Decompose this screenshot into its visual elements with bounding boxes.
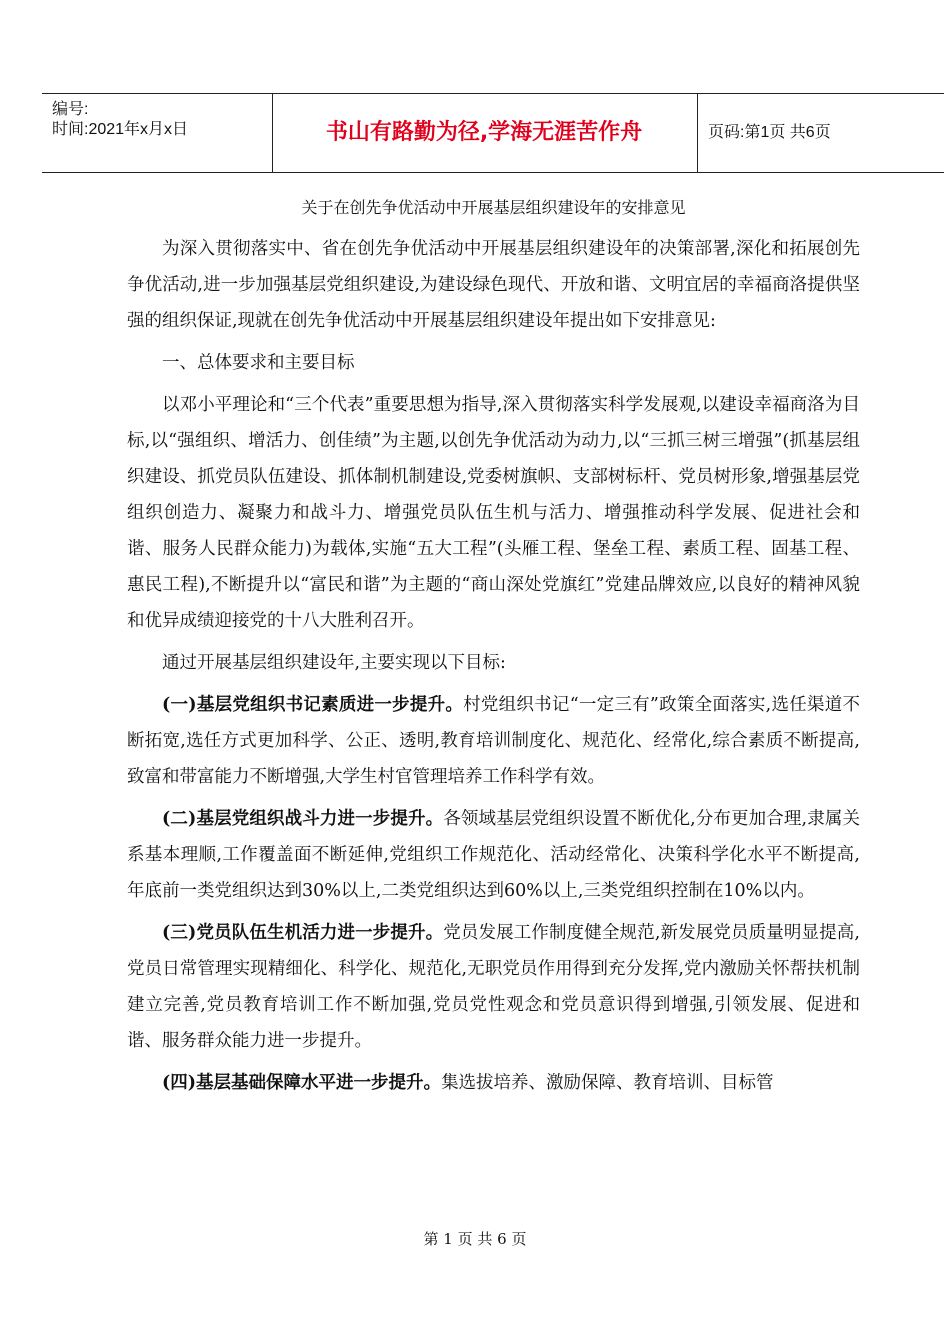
goal-body: 集选拔培养、激励保障、教育培训、目标管 bbox=[441, 1073, 774, 1093]
goal-paragraph bbox=[127, 687, 860, 795]
header-divider bbox=[272, 94, 273, 172]
goal-paragraph bbox=[127, 915, 860, 1059]
header-motto: 书山有路勤为径,学海无涯苦作舟 bbox=[325, 120, 643, 145]
header-divider bbox=[697, 94, 698, 172]
goal-body: 党员发展工作制度健全规范,新发展党员质量明显提高,党员日常管理实现精细化、科学化、规范化,无职党员作用得到充分发挥,党内激励关怀帮扶机制建立完善,党员教育培训工作不断加强,党员党性观念和党员意识得到增强,引领发展、促进和谐、服务群众能力进一步提升。 bbox=[127, 923, 860, 1051]
goal-body: 各领域基层党组织设置不断优化,分布更加合理,隶属关系基本理顺,工作覆盖面不断延伸,党组织工作规范化、活动经常化、决策科学化水平不断提高,年底前一类党组织达到30%以上,二类党组织达到60%以上,三类党组织控制在10%以内。 bbox=[127, 809, 860, 901]
page-footer: 第 1 页 共 6 页 bbox=[423, 1230, 527, 1248]
section-heading: 一、总体要求和主要目标 bbox=[162, 353, 355, 373]
goal-paragraph bbox=[127, 801, 860, 909]
goals-intro: 通过开展基层组织建设年,主要实现以下目标: bbox=[162, 653, 506, 673]
goal-heading: (四)基层基础保障水平进一步提升。 bbox=[162, 1073, 442, 1093]
document-title: 关于在创先争优活动中开展基层组织建设年的安排意见 bbox=[301, 198, 686, 217]
goal-heading: (三)党员队伍生机活力进一步提升。 bbox=[162, 923, 444, 943]
goal-heading: (一)基层党组织书记素质进一步提升。 bbox=[162, 695, 464, 715]
goal-heading: (二)基层党组织战斗力进一步提升。 bbox=[162, 809, 444, 829]
goal-paragraph bbox=[127, 1065, 860, 1101]
document-body bbox=[127, 198, 860, 1107]
number-label: 编号: bbox=[52, 101, 89, 118]
intro-paragraph: 为深入贯彻落实中、省在创先争优活动中开展基层组织建设年的决策部署,深化和拓展创先争优活动,进一步加强基层党组织建设,为建设绿色现代、开放和谐、文明宜居的幸福商洛提供坚强的组织保证,现就在创先争优活动中开展基层组织建设年提出如下安排意见: bbox=[127, 239, 860, 331]
time-label: 时间:2021年x月x日 bbox=[52, 121, 189, 138]
goal-body: 村党组织书记“一定三有”政策全面落实,选任渠道不断拓宽,选任方式更加科学、公正、透明,教育培训制度化、规范化、经常化,综合素质不断提高,致富和带富能力不断增强,大学生村官管理培养工作科学有效。 bbox=[127, 695, 860, 787]
header-page-info: 页码:第1页 共6页 bbox=[708, 124, 831, 141]
header-meta bbox=[52, 94, 277, 178]
section-paragraph: 以邓小平理论和“三个代表”重要思想为指导,深入贯彻落实科学发展观,以建设幸福商洛为目标,以“强组织、增活力、创佳绩”为主题,以创先争优活动为动力,以“三抓三树三增强”(抓基层组织建设、抓党员队伍建设、抓体制机制建设,党委树旗帜、支部树标杆、党员树形象,增强基层党组织创造力、凝聚力和战斗力、增强党员队伍生机与活力、增强推动科学发展、促进社会和谐、服务人民群众能力)为载体,实施“五大工程”(头雁工程、堡垒工程、素质工程、固基工程、惠民工程),不断提升以“富民和谐”为主题的“商山深处党旗红”党建品牌效应,以良好的精神风貌和优异成绩迎接党的十八大胜利召开。 bbox=[127, 395, 860, 631]
page-header bbox=[42, 93, 944, 173]
